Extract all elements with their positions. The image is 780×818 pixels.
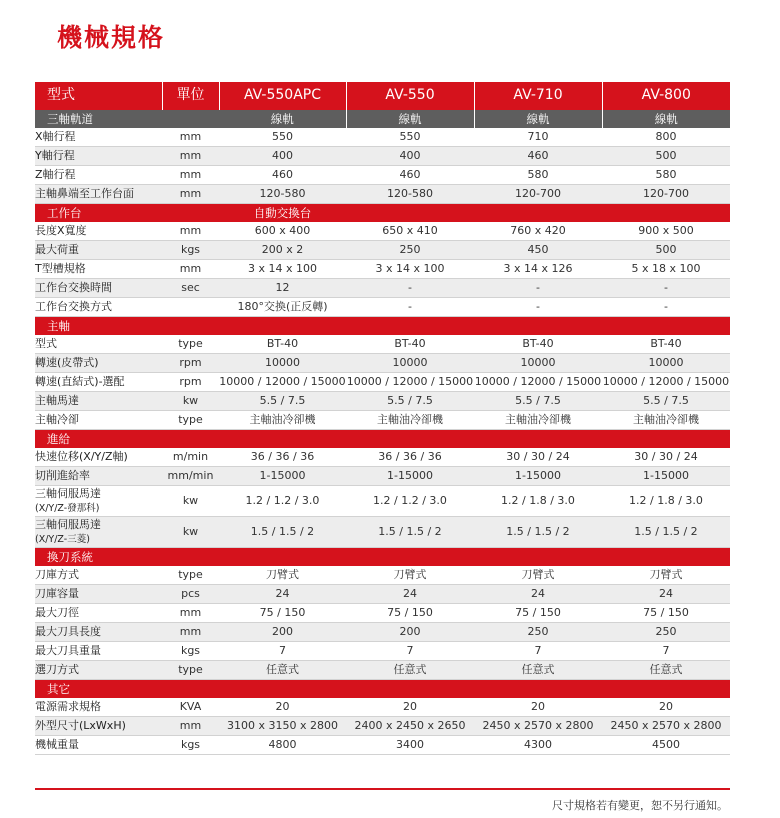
spec-unit: rpm [162,373,219,392]
spec-value: 1-15000 [474,467,602,486]
table-row [35,517,730,548]
table-row [35,411,730,430]
spec-name-text: X軸行程 [35,129,76,143]
spec-value: 1.2 / 1.8 / 3.0 [474,486,602,517]
table-bottom-rule [35,788,730,790]
table-row [35,467,730,486]
spec-value: 800 [602,128,730,147]
table-row [35,486,730,517]
spec-name [35,166,162,185]
spec-unit: mm [162,222,219,241]
spec-name [35,623,162,642]
spec-value: 2400 x 2450 x 2650 [346,717,474,736]
spec-value: 7 [219,642,346,661]
section-value [346,548,474,567]
spec-name [35,467,162,486]
spec-value: 7 [346,642,474,661]
spec-name [35,335,162,354]
spec-value: 7 [474,642,602,661]
spec-value: 200 [219,623,346,642]
spec-value: 460 [219,166,346,185]
header-spec: 型式 [35,82,162,110]
spec-unit: type [162,335,219,354]
table-row [35,661,730,680]
spec-value: 主軸油冷卻機 [602,411,730,430]
spec-value: 900 x 500 [602,222,730,241]
spec-value: 1.5 / 1.5 / 2 [219,517,346,548]
table-row [35,279,730,298]
spec-name-text: 外型尺寸(LxWxH) [35,718,126,732]
section-value [602,548,730,567]
spec-name [35,373,162,392]
spec-value: 4300 [474,736,602,755]
table-row [35,185,730,204]
spec-value: - [474,298,602,317]
spec-value: 500 [602,241,730,260]
spec-name-text: T型槽規格 [35,261,86,275]
spec-name [35,661,162,680]
spec-value: 刀臂式 [474,566,602,585]
table-row [35,566,730,585]
spec-value: - [474,279,602,298]
section-value [219,430,346,449]
spec-value: 200 x 2 [219,241,346,260]
header-unit: 單位 [162,82,219,110]
spec-value: BT-40 [346,335,474,354]
spec-value: 1-15000 [219,467,346,486]
spec-name-text: Z軸行程 [35,167,76,181]
section-value: 線軌 [219,110,346,128]
table-row [35,623,730,642]
spec-value: 120-580 [346,185,474,204]
spec-value: 250 [346,241,474,260]
spec-value: 10000 [474,354,602,373]
spec-name [35,566,162,585]
spec-value: 10000 [346,354,474,373]
spec-value: 1.5 / 1.5 / 2 [474,517,602,548]
spec-value: 500 [602,147,730,166]
section-header [35,110,730,128]
footnote: 尺寸規格若有變更，恕不另行通知。 [552,799,728,812]
spec-value: 1.2 / 1.8 / 3.0 [602,486,730,517]
section-value [474,680,602,699]
page-title: 機械規格 [57,23,166,52]
spec-unit: mm [162,717,219,736]
spec-value: - [346,298,474,317]
spec-value: 600 x 400 [219,222,346,241]
spec-name-text: 主軸冷卻 [35,412,79,426]
spec-value: 120-700 [474,185,602,204]
spec-name [35,354,162,373]
spec-unit: pcs [162,585,219,604]
spec-value: 400 [219,147,346,166]
section-value [602,204,730,223]
spec-value: 120-580 [219,185,346,204]
spec-value: 24 [602,585,730,604]
spec-name-text: 三軸伺服馬達 [35,486,101,500]
spec-value: 460 [474,147,602,166]
spec-value: 24 [219,585,346,604]
spec-value: - [602,298,730,317]
table-row [35,147,730,166]
spec-value: 200 [346,623,474,642]
table-row [35,222,730,241]
section-header [35,548,730,567]
spec-name-text: 機械重量 [35,737,79,751]
spec-value: 36 / 36 / 36 [346,448,474,467]
spec-value: 5.5 / 7.5 [602,392,730,411]
spec-value: 24 [346,585,474,604]
spec-value: 3 x 14 x 126 [474,260,602,279]
spec-value: 250 [602,623,730,642]
spec-name [35,411,162,430]
table-row [35,128,730,147]
section-value [346,317,474,336]
section-value [602,430,730,449]
spec-value: 5.5 / 7.5 [219,392,346,411]
section-header [35,430,730,449]
section-value [602,680,730,699]
spec-value: 580 [474,166,602,185]
spec-value: 760 x 420 [474,222,602,241]
spec-name-sub: (X/Y/Z-發那科) [35,502,100,514]
section-title: 工作台 [35,204,219,223]
spec-value: 1-15000 [346,467,474,486]
spec-value: 任意式 [602,661,730,680]
spec-value: 30 / 30 / 24 [474,448,602,467]
spec-unit: kw [162,517,219,548]
spec-name-text: 切削進給率 [35,468,90,482]
section-value [219,680,346,699]
spec-unit: kw [162,392,219,411]
spec-name-text: 主軸鼻端至工作台面 [35,186,134,200]
spec-name [35,279,162,298]
spec-value: 36 / 36 / 36 [219,448,346,467]
section-value: 線軌 [602,110,730,128]
spec-name-text: 快速位移(X/Y/Z軸) [35,449,128,463]
header-model: AV-550APC [219,82,346,110]
table-row [35,448,730,467]
section-value: 線軌 [346,110,474,128]
table-row [35,335,730,354]
spec-value: 1-15000 [602,467,730,486]
spec-name [35,517,162,548]
table-row [35,698,730,717]
spec-unit: mm/min [162,467,219,486]
spec-name-text: 選刀方式 [35,662,79,676]
spec-unit: mm [162,147,219,166]
spec-unit: KVA [162,698,219,717]
section-header [35,680,730,699]
spec-value: 250 [474,623,602,642]
spec-name-text: Y軸行程 [35,148,75,162]
spec-value: 550 [219,128,346,147]
table-row [35,166,730,185]
spec-name-text: 轉速(皮帶式) [35,355,99,369]
spec-value: 20 [602,698,730,717]
spec-unit: sec [162,279,219,298]
spec-name [35,298,162,317]
spec-value: 4800 [219,736,346,755]
spec-name-text: 三軸伺服馬達 [35,517,101,531]
section-value [219,317,346,336]
spec-name-text: 刀庫方式 [35,567,79,581]
spec-name-text: 轉速(直結式)-選配 [35,374,125,388]
spec-name-text: 工作台交換方式 [35,299,112,313]
section-value [474,317,602,336]
spec-value: 120-700 [602,185,730,204]
table-row [35,354,730,373]
section-value [474,204,602,223]
spec-unit: kw [162,486,219,517]
spec-value: 75 / 150 [219,604,346,623]
spec-name [35,698,162,717]
spec-value: 12 [219,279,346,298]
spec-value: 5.5 / 7.5 [474,392,602,411]
spec-name [35,128,162,147]
spec-name [35,585,162,604]
table-header [35,82,730,110]
spec-value: - [346,279,474,298]
spec-value: 主軸油冷卻機 [346,411,474,430]
spec-unit: mm [162,604,219,623]
spec-name-text: 最大刀具長度 [35,624,101,638]
spec-value: 450 [474,241,602,260]
table-row [35,298,730,317]
spec-name [35,392,162,411]
spec-unit: type [162,411,219,430]
spec-value: 10000 [219,354,346,373]
table-row [35,736,730,755]
spec-value: 3100 x 3150 x 2800 [219,717,346,736]
spec-value: 2450 x 2570 x 2800 [474,717,602,736]
header-model: AV-800 [602,82,730,110]
spec-unit [162,298,219,317]
table-row [35,241,730,260]
spec-value: 任意式 [346,661,474,680]
spec-value: 1.2 / 1.2 / 3.0 [219,486,346,517]
section-value [219,548,346,567]
spec-value: 4500 [602,736,730,755]
spec-name-sub: (X/Y/Z-三菱) [35,533,90,545]
section-value [346,204,474,223]
table-row [35,642,730,661]
section-title: 換刀系統 [35,548,219,567]
spec-name [35,486,162,517]
spec-name [35,642,162,661]
table-row [35,604,730,623]
spec-value: 10000 [602,354,730,373]
spec-name-text: 型式 [35,336,57,350]
spec-value: BT-40 [219,335,346,354]
spec-value: 1.5 / 1.5 / 2 [346,517,474,548]
section-value: 自動交換台 [219,204,346,223]
spec-value: 主軸油冷卻機 [219,411,346,430]
spec-name [35,260,162,279]
spec-unit: rpm [162,354,219,373]
spec-value: 刀臂式 [602,566,730,585]
spec-value: BT-40 [602,335,730,354]
spec-value: 5.5 / 7.5 [346,392,474,411]
spec-name-text: 最大刀具重量 [35,643,101,657]
spec-value: 75 / 150 [346,604,474,623]
spec-unit: kgs [162,736,219,755]
spec-value: 3 x 14 x 100 [346,260,474,279]
spec-value: 7 [602,642,730,661]
spec-value: 460 [346,166,474,185]
spec-value: 580 [602,166,730,185]
spec-value: 5 x 18 x 100 [602,260,730,279]
spec-value: 3 x 14 x 100 [219,260,346,279]
spec-unit: mm [162,623,219,642]
table-row [35,717,730,736]
section-value [474,430,602,449]
spec-name-text: 刀庫容量 [35,586,79,600]
spec-value: 1.2 / 1.2 / 3.0 [346,486,474,517]
spec-unit: type [162,566,219,585]
spec-value: 1.5 / 1.5 / 2 [602,517,730,548]
spec-value: 710 [474,128,602,147]
spec-value: 10000 / 12000 / 15000 [346,373,474,392]
spec-value: 主軸油冷卻機 [474,411,602,430]
spec-value: BT-40 [474,335,602,354]
spec-value: 3400 [346,736,474,755]
spec-name [35,736,162,755]
table-row [35,392,730,411]
spec-name [35,185,162,204]
spec-name-text: 主軸馬達 [35,393,79,407]
spec-name-text: 最大荷重 [35,242,79,256]
spec-unit: mm [162,166,219,185]
section-title: 主軸 [35,317,219,336]
spec-unit: kgs [162,642,219,661]
header-model: AV-550 [346,82,474,110]
spec-name [35,604,162,623]
spec-name [35,717,162,736]
spec-unit: m/min [162,448,219,467]
spec-name [35,222,162,241]
spec-value: 24 [474,585,602,604]
spec-value: 75 / 150 [474,604,602,623]
section-value [346,430,474,449]
section-value [602,317,730,336]
spec-value: 10000 / 12000 / 15000 [219,373,346,392]
section-title: 三軸軌道 [35,110,219,128]
spec-name [35,448,162,467]
spec-value: 180°交換(正反轉) [219,298,346,317]
spec-name-text: 長度X寬度 [35,223,87,237]
spec-value: 20 [346,698,474,717]
spec-unit: type [162,661,219,680]
header-model: AV-710 [474,82,602,110]
table-row [35,373,730,392]
section-value [474,548,602,567]
spec-name [35,241,162,260]
spec-value: 30 / 30 / 24 [602,448,730,467]
section-value [346,680,474,699]
spec-table [35,82,730,755]
section-header [35,317,730,336]
section-title: 其它 [35,680,219,699]
spec-name-text: 電源需求規格 [35,699,101,713]
section-header [35,204,730,223]
spec-value: 10000 / 12000 / 15000 [602,373,730,392]
spec-name-text: 最大刀徑 [35,605,79,619]
section-title: 進給 [35,430,219,449]
spec-value: 2450 x 2570 x 2800 [602,717,730,736]
spec-unit: mm [162,185,219,204]
spec-value: 650 x 410 [346,222,474,241]
spec-value: 任意式 [474,661,602,680]
table-row [35,585,730,604]
spec-value: 10000 / 12000 / 15000 [474,373,602,392]
spec-name-text: 工作台交換時間 [35,280,112,294]
spec-value: 20 [474,698,602,717]
spec-name [35,147,162,166]
spec-unit: kgs [162,241,219,260]
section-value: 線軌 [474,110,602,128]
spec-value: - [602,279,730,298]
spec-value: 刀臂式 [219,566,346,585]
spec-value: 20 [219,698,346,717]
table-row [35,260,730,279]
spec-value: 75 / 150 [602,604,730,623]
spec-unit: mm [162,260,219,279]
spec-value: 550 [346,128,474,147]
spec-value: 刀臂式 [346,566,474,585]
spec-value: 400 [346,147,474,166]
spec-unit: mm [162,128,219,147]
spec-value: 任意式 [219,661,346,680]
